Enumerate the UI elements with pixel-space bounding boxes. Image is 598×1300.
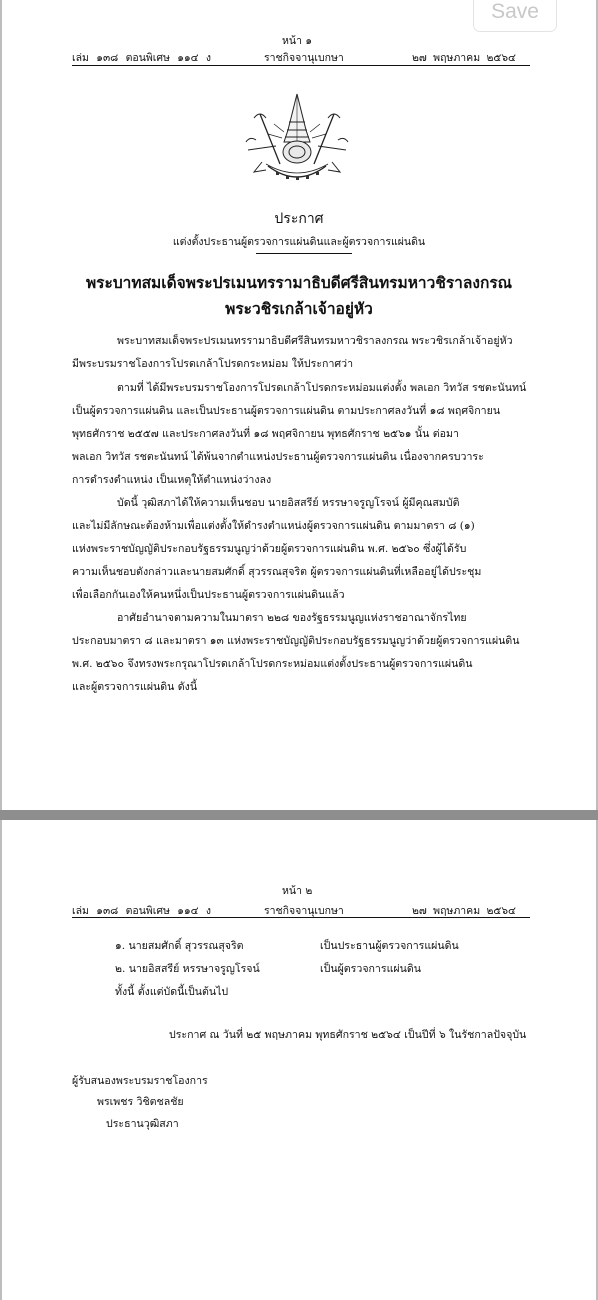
king-name-line-1: พระบาทสมเด็จพระปรเมนทรรามาธิบดีศรีสินทรมหาวชิราลงกรณ <box>85 273 513 292</box>
body-line: และไม่มีลักษณะต้องห้ามเพื่อแต่งตั้งให้ดำรงตำแหน่งผู้ตรวจการแผ่นดิน ตามมาตรา ๘ (๑) <box>72 520 475 532</box>
issue-date: ๒๗ พฤษภาคม ๒๕๖๔ <box>412 905 516 917</box>
document-page-1 <box>2 0 596 810</box>
given-date: ประกาศ ณ วันที่ ๒๕ พฤษภาคม พุทธศักราช ๒๕๖๔ เป็นปีที่ ๖ ในรัชกาลปัจจุบัน <box>169 1029 527 1041</box>
body-line: เพื่อเลือกกันเองให้คนหนึ่งเป็นประธานผู้ตรวจการแผ่นดินแล้ว <box>72 589 345 601</box>
issue-date: ๒๗ พฤษภาคม ๒๕๖๔ <box>412 52 516 64</box>
effective-clause: ทั้งนี้ ตั้งแต่บัดนี้เป็นต้นไป <box>115 986 229 998</box>
document-page-2 <box>2 820 596 1300</box>
announcement-subtitle: แต่งตั้งประธานผู้ตรวจการแผ่นดินและผู้ตรวจการแผ่นดิน <box>172 236 426 248</box>
body-line: มีพระบรมราชโองการโปรดเกล้าโปรดกระหม่อม ให้ประกาศว่า <box>72 358 354 370</box>
page-number: หน้า ๒ <box>282 885 313 897</box>
appointee-role: เป็นประธานผู้ตรวจการแผ่นดิน <box>320 940 459 952</box>
gazette-name: ราชกิจจานุเบกษา <box>264 52 344 64</box>
body-line: พระบาทสมเด็จพระปรเมนทรรามาธิบดีศรีสินทรมหาวชิราลงกรณ พระวชิรเกล้าเจ้าอยู่หัว <box>117 335 513 347</box>
body-line: ประกอบมาตรา ๘ และมาตรา ๑๓ แห่งพระราชบัญญัติประกอบรัฐธรรมนูญว่าด้วยผู้ตรวจการแผ่นดิน <box>72 635 520 647</box>
body-line: แห่งพระราชบัญญัติประกอบรัฐธรรมนูญว่าด้วยผู้ตรวจการแผ่นดิน พ.ศ. ๒๕๖๐ ซึ่งผู้ได้รับ <box>72 543 467 555</box>
appointee-name: ๑. นายสมศักดิ์ สุวรรณสุจริต <box>115 940 244 952</box>
king-name-line-2: พระวชิรเกล้าเจ้าอยู่หัว <box>225 299 373 318</box>
volume-info: เล่ม ๑๓๘ ตอนพิเศษ ๑๑๔ ง <box>72 52 212 64</box>
body-line: อาศัยอำนาจตามความในมาตรา ๒๒๘ ของรัฐธรรมนูญแห่งราชอาณาจักรไทย <box>117 612 467 624</box>
body-line: พุทธศักราช ๒๕๕๗ และประกาศลงวันที่ ๑๘ พฤศจิกายน พุทธศักราช ๒๕๖๑ นั้น ต่อมา <box>72 428 459 440</box>
announcement-title: ประกาศ <box>274 211 324 227</box>
body-line: บัดนี้ วุฒิสภาได้ให้ความเห็นชอบ นายอิสสรีย์ หรรษาจรูญโรจน์ ผู้มีคุณสมบัติ <box>117 497 460 509</box>
appointee-role: เป็นผู้ตรวจการแผ่นดิน <box>320 963 421 975</box>
royal-emblem-icon <box>240 92 354 188</box>
header-rule <box>72 65 530 66</box>
body-line: และผู้ตรวจการแผ่นดิน ดังนี้ <box>72 681 198 693</box>
body-line: เป็นผู้ตรวจการแผ่นดิน และเป็นประธานผู้ตรวจการแผ่นดิน ตามประกาศลงวันที่ ๑๘ พฤศจิกายน <box>72 405 501 417</box>
body-line: ความเห็นชอบดังกล่าวและนายสมศักดิ์ สุวรรณสุจริต ผู้ตรวจการแผ่นดินที่เหลืออยู่ได้ประชุม <box>72 566 482 578</box>
gazette-name: ราชกิจจานุเบกษา <box>264 905 344 917</box>
volume-info: เล่ม ๑๓๘ ตอนพิเศษ ๑๑๔ ง <box>72 905 212 917</box>
countersign-name: พรเพชร วิชิตชลชัย <box>97 1096 184 1108</box>
countersign-label: ผู้รับสนองพระบรมราชโองการ <box>72 1075 208 1087</box>
countersign-title: ประธานวุฒิสภา <box>106 1118 179 1130</box>
header-rule <box>72 917 530 918</box>
appointee-name: ๒. นายอิสสรีย์ หรรษาจรูญโรจน์ <box>115 963 260 975</box>
page-number: หน้า ๑ <box>282 35 312 47</box>
body-line: พ.ศ. ๒๕๖๐ จึงทรงพระกรุณาโปรดเกล้าโปรดกระหม่อมแต่งตั้งประธานผู้ตรวจการแผ่นดิน <box>72 658 473 670</box>
body-line: ตามที่ ได้มีพระบรมราชโองการโปรดเกล้าโปรดกระหม่อมแต่งตั้ง พลเอก วิทวัส รชตะนันทน์ <box>117 382 527 394</box>
save-button[interactable]: Save <box>473 0 557 32</box>
title-rule <box>256 253 352 254</box>
body-line: พลเอก วิทวัส รชตะนันทน์ ได้พ้นจากตำแหน่งประธานผู้ตรวจการแผ่นดิน เนื่องจากครบวาระ <box>72 451 484 463</box>
page-separator <box>0 810 598 820</box>
body-line: การดำรงตำแหน่ง เป็นเหตุให้ตำแหน่งว่างลง <box>72 474 272 486</box>
